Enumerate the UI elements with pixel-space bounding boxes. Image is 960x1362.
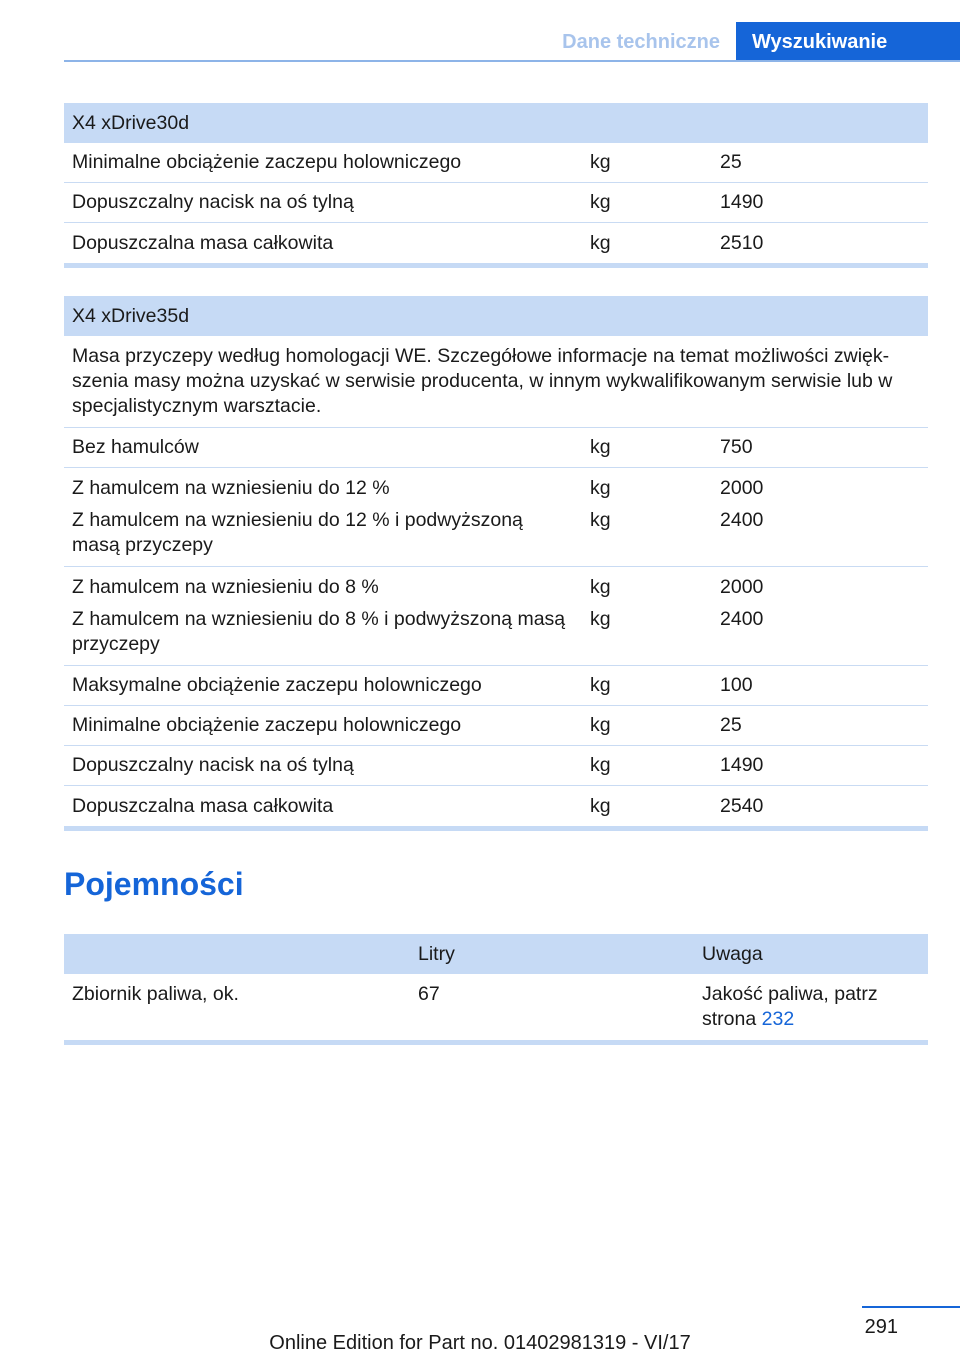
- row-value: 25: [720, 714, 742, 736]
- row-label: Z hamulcem na wzniesieniu do 12 %: [72, 477, 390, 499]
- row-unit: kg: [590, 231, 611, 254]
- table-row-group-8: [64, 567, 928, 666]
- table-header: X4 xDrive35d: [64, 296, 928, 336]
- row-label: Bez hamulców: [72, 436, 199, 458]
- row-label: Maksymalne obciążenie zaczepu holowniczego: [72, 674, 482, 696]
- table-row: [64, 746, 928, 786]
- table-row: [64, 974, 928, 1040]
- row-value: 750: [720, 436, 753, 458]
- row-value: 100: [720, 674, 753, 696]
- table-row: [64, 143, 928, 183]
- row-unit: kg: [590, 191, 611, 213]
- row-unit: kg: [590, 608, 611, 630]
- table-row-group-12: [64, 468, 928, 567]
- table-end-bar: [64, 1040, 928, 1045]
- table-header: [64, 934, 928, 974]
- table-subrow: [72, 476, 920, 501]
- table-x4-xdrive35d: [64, 296, 928, 831]
- tab-wyszukiwanie[interactable]: Wyszukiwanie: [736, 22, 960, 62]
- edition-footer: Online Edition for Part no. 01402981319 - VI/17: [269, 1332, 691, 1354]
- table-row: [64, 428, 928, 468]
- row-label: [72, 508, 590, 558]
- row-value: 1490: [720, 191, 764, 213]
- row-unit: kg: [590, 674, 611, 696]
- row-unit: kg: [590, 477, 611, 499]
- header-divider: [64, 60, 960, 62]
- table-row: [64, 183, 928, 223]
- header-litry: Litry: [418, 942, 455, 965]
- row-label: Minimalne obciążenie zaczepu holowniczego: [72, 151, 462, 173]
- note-line: Masa przyczepy według homologacji WE. Szczegółowe informacje na temat możliwości zwięk-: [72, 345, 890, 367]
- row-label: Minimalne obciążenie zaczepu holowniczego: [72, 714, 462, 736]
- row-value: 2000: [720, 477, 764, 499]
- table-row: [64, 666, 928, 706]
- row-unit: kg: [590, 714, 611, 736]
- note-line: szenia masy można uzyskać w serwisie producenta, w innym wykwalifikowanym serwisie lub w: [72, 370, 893, 392]
- trailer-mass-note: [64, 336, 928, 428]
- row-value: 2400: [720, 608, 764, 630]
- table-row: [64, 786, 928, 826]
- table-row: [64, 706, 928, 746]
- row-label: Zbiornik paliwa, ok.: [72, 983, 239, 1005]
- note-line: specjalistycznym warsztacie.: [72, 395, 322, 417]
- row-value: 25: [720, 151, 742, 173]
- table-capacities: [64, 934, 928, 1045]
- row-label: Dopuszczalny nacisk na oś tylną: [72, 754, 354, 776]
- table-row: [64, 223, 928, 263]
- page-number-rule: [862, 1306, 960, 1308]
- row-value: 2510: [720, 231, 764, 254]
- header-uwaga: Uwaga: [702, 942, 763, 965]
- row-value: 1490: [720, 754, 764, 776]
- page-number: 291: [864, 1316, 898, 1338]
- tab-dane-techniczne[interactable]: Dane techniczne: [562, 30, 720, 53]
- row-value: 2540: [720, 794, 764, 817]
- row-unit: kg: [590, 576, 611, 598]
- note-line: Jakość paliwa, patrz: [702, 983, 878, 1005]
- row-value: 2000: [720, 576, 764, 598]
- page-link-232[interactable]: 232: [761, 1008, 795, 1030]
- row-unit: kg: [590, 151, 611, 173]
- row-label: Z hamulcem na wzniesieniu do 8 %: [72, 576, 379, 598]
- section-title-capacities: Pojemności: [64, 866, 244, 902]
- table-subrow: [72, 508, 920, 558]
- row-note: [702, 982, 920, 1032]
- table-end-bar: [64, 263, 928, 268]
- label-line: Z hamulcem na wzniesieniu do 12 % i podwyższoną: [72, 509, 523, 531]
- row-unit: kg: [590, 754, 611, 776]
- row-label: Dopuszczalna masa całkowita: [72, 794, 334, 817]
- row-value: 2400: [720, 509, 764, 531]
- row-unit: kg: [590, 509, 611, 531]
- row-unit: kg: [590, 794, 611, 817]
- row-label: [72, 607, 590, 657]
- label-line: masą przyczepy: [72, 534, 213, 556]
- row-litry: 67: [418, 983, 440, 1005]
- table-end-bar: [64, 826, 928, 831]
- row-label: Dopuszczalny nacisk na oś tylną: [72, 191, 354, 213]
- note-prefix: strona: [702, 1008, 757, 1030]
- row-unit: kg: [590, 436, 611, 458]
- label-line: Z hamulcem na wzniesieniu do 8 % i podwyższoną masą: [72, 608, 566, 630]
- row-label: Dopuszczalna masa całkowita: [72, 231, 334, 254]
- table-header: X4 xDrive30d: [64, 103, 928, 143]
- table-subrow: [72, 575, 920, 600]
- label-line: przyczepy: [72, 633, 160, 655]
- table-x4-xdrive30d: [64, 103, 928, 268]
- table-subrow: [72, 607, 920, 657]
